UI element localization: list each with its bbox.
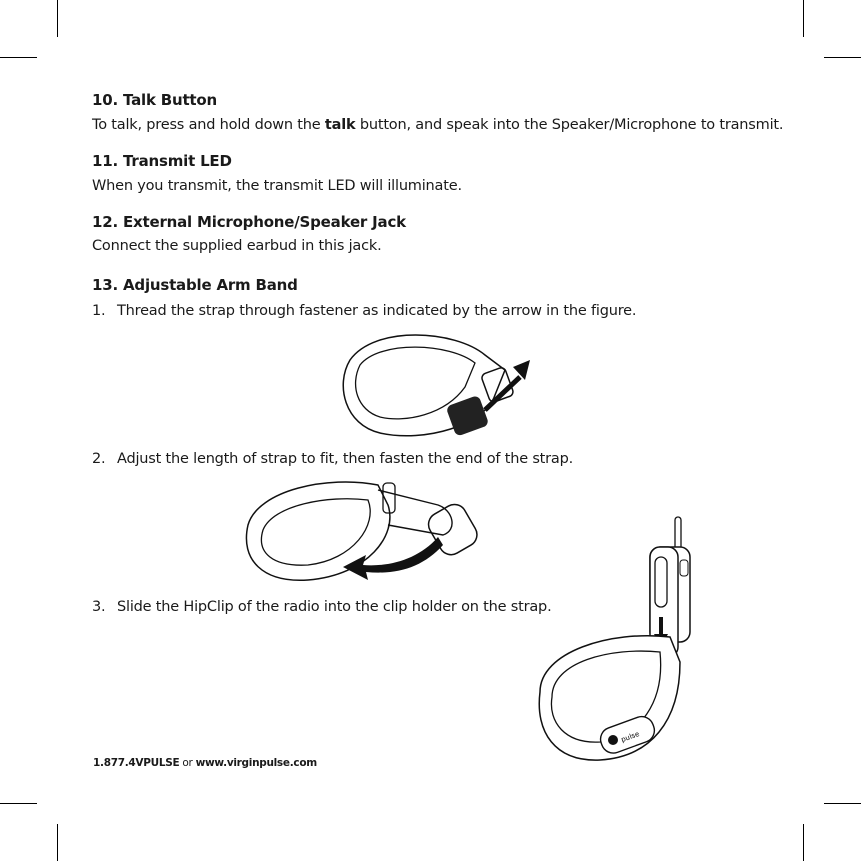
step-number: 1. (92, 303, 106, 319)
heading-transmit-led: 11. Transmit LED (92, 152, 232, 170)
crop-mark (57, 0, 58, 37)
talk-keyword: talk (324, 117, 356, 133)
footer-url: www.virginpulse.com (195, 757, 317, 769)
heading-talk-button: 10. Talk Button (92, 91, 217, 109)
step-3 (92, 599, 551, 615)
logo-text: pulse (620, 730, 641, 744)
step-1 (92, 303, 636, 319)
figure-thread-strap (335, 325, 535, 445)
crop-mark (824, 57, 861, 58)
pulse-logo-icon (608, 735, 618, 745)
crop-mark (824, 803, 861, 804)
step-text: Adjust the length of strap to fit, then fasten the end of the strap. (117, 451, 574, 467)
footer (93, 757, 317, 769)
crop-mark (803, 824, 804, 861)
text: button, and speak into the Speaker/Microphone to transmit. (355, 117, 784, 133)
crop-mark (0, 803, 37, 804)
jack-description: Connect the supplied earbud in this jack. (92, 238, 382, 254)
heading-arm-band: 13. Adjustable Arm Band (92, 276, 298, 294)
text: To talk, press and hold down the (92, 117, 325, 133)
step-text: Slide the HipClip of the radio into the clip holder on the strap. (117, 599, 552, 615)
step-number: 2. (92, 451, 106, 467)
figure-adjust-strap (238, 475, 483, 585)
step-2 (92, 451, 573, 467)
transmit-led-description: When you transmit, the transmit LED will illuminate. (92, 178, 462, 194)
footer-or: or (179, 757, 196, 769)
crop-mark (0, 57, 37, 58)
step-text: Thread the strap through fastener as indicated by the arrow in the figure. (117, 303, 637, 319)
heading-jack: 12. External Microphone/Speaker Jack (92, 213, 406, 231)
step-number: 3. (92, 599, 106, 615)
figure-hipclip-strap (530, 512, 730, 772)
crop-mark (57, 824, 58, 861)
talk-button-description (92, 117, 783, 133)
footer-phone: 1.877.4VPULSE (93, 757, 180, 769)
crop-mark (803, 0, 804, 37)
